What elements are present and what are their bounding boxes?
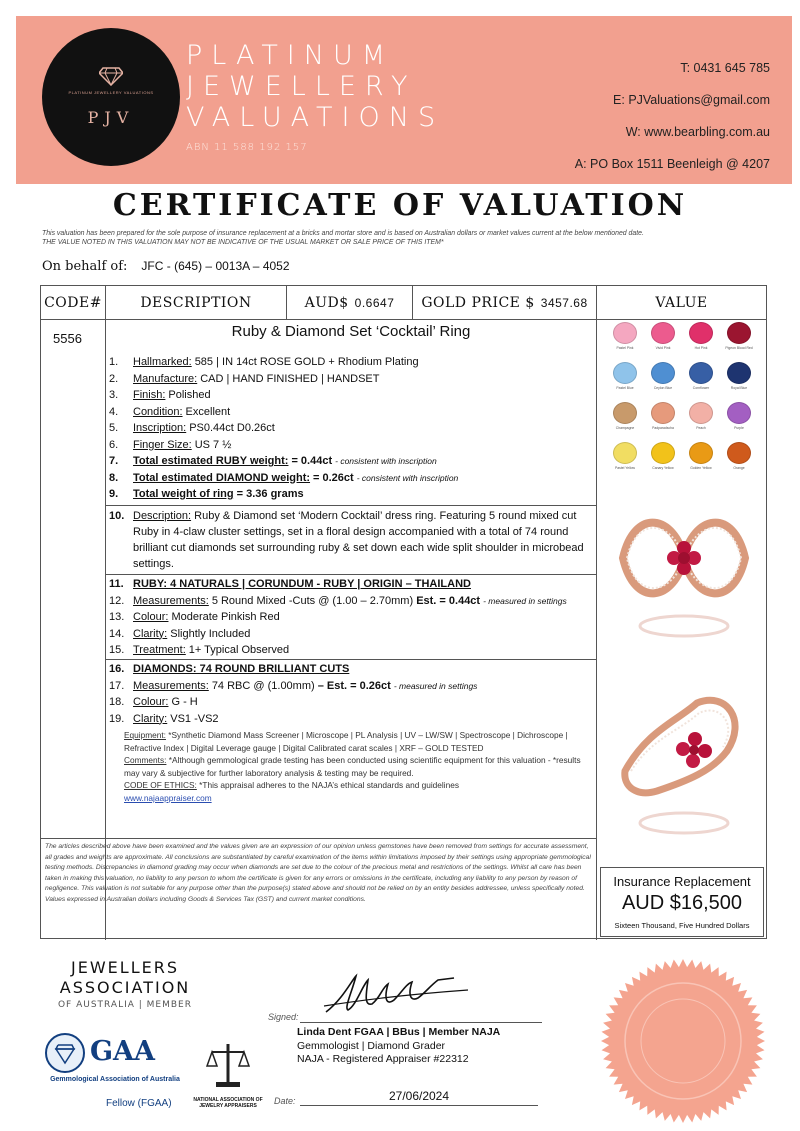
equipment-notes — [124, 729, 592, 805]
aud-header — [287, 286, 413, 319]
logo-monogram: PJV — [87, 108, 135, 127]
fellow-text: Fellow (FGAA) — [106, 1098, 172, 1109]
jaa-line: ASSOCIATION — [59, 978, 191, 997]
gem-dot — [651, 402, 675, 424]
detail-list — [109, 354, 458, 503]
list-item: 5. Inscription: PS0.44ct D0.26ct — [109, 422, 275, 434]
gem-dot — [651, 362, 675, 384]
table-header-row — [41, 286, 766, 320]
equipment-label: Equipment: — [124, 730, 166, 740]
gold-label: GOLD PRICE $ — [421, 294, 535, 311]
logo-text: PLATINUM JEWELLERY VALUATIONS — [68, 90, 154, 95]
gem-dot — [727, 322, 751, 344]
ring-side-photo — [617, 691, 751, 841]
naja-link[interactable]: www.najaappraiser.com — [124, 792, 212, 803]
brand-line: PLATINUM — [186, 40, 395, 71]
gem-dot — [689, 442, 713, 464]
gem-swatch: Canary Yellow — [644, 442, 682, 482]
list-item: 9. Total weight of ring = 3.36 grams — [109, 488, 304, 500]
gem-dot — [613, 442, 637, 464]
list-item: 3. Finish: Polished — [109, 389, 211, 401]
value-header: VALUE — [655, 294, 708, 311]
signer-role: Gemmologist | Diamond Grader — [297, 1039, 446, 1052]
description-header: DESCRIPTION — [106, 286, 287, 319]
description-line: Ruby in 4-claw cluster settings, set in a floral design accompanied with a total of 74 round — [133, 526, 569, 538]
notice-line: THE VALUE NOTED IN THIS VALUATION MAY NOT BE INDICATIVE OF THE USUAL MARKET OR SALE PRICE OF THIS ITEM* — [42, 239, 444, 246]
list-item: 2. Manufacture: CAD | HAND FINISHED | HANDSET — [109, 372, 380, 385]
date-label: Date: — [274, 1096, 296, 1106]
list-item: 14. Clarity: Slightly Included — [109, 627, 251, 640]
gem-swatch: Padparadscha — [644, 402, 682, 442]
gaa-text: GAA — [90, 1036, 155, 1067]
gold-value: 3457.68 — [540, 295, 588, 310]
code-header: CODE# — [41, 286, 106, 319]
list-item: 1. Hallmarked: 585 | IN 14ct ROSE GOLD + Rhodium Plating — [109, 356, 419, 368]
diamond-icon — [99, 66, 123, 86]
gem-dot — [727, 442, 751, 464]
list-item: 15. Treatment: 1+ Typical Observed — [109, 644, 290, 656]
naja-logo — [188, 1040, 268, 1109]
valuation-date: 27/06/2024 — [388, 1089, 450, 1103]
insurance-amount-words: Sixteen Thousand, Five Hundred Dollars — [614, 921, 750, 930]
equipment-text: *Synthetic Diamond Mass Screener | Microscope | PL Analysis | UV – LW/SW | Spectroscope | Dichroscope | Refractive Index | Digital Leverage gauge | Digital Calibrated carat scales | XRF – GOLD TESTED — [124, 730, 568, 753]
section-divider — [41, 838, 597, 839]
gem-dot — [651, 322, 675, 344]
list-item: 4. Condition: Excellent — [109, 405, 231, 418]
valuation-table — [40, 285, 767, 939]
on-behalf-of — [42, 259, 290, 274]
website-text: W: www.bearbling.com.au — [625, 125, 770, 139]
document-title: CERTIFICATE OF VALUATION — [112, 188, 688, 223]
list-item: 12. Measurements: 5 Round Mixed -Cuts @ (1.00 – 2.70mm) Est. = 0.44ct - measured in settings — [109, 594, 567, 607]
aud-value: 0.6647 — [354, 295, 395, 310]
gem-dot — [689, 322, 713, 344]
gem-dot — [689, 402, 713, 424]
jaa-member-logo — [50, 958, 200, 1010]
gem-swatch: Hot Pink — [682, 322, 720, 362]
gem-swatch: Cornflower — [682, 362, 720, 402]
phone-text: T: 0431 645 785 — [680, 61, 770, 75]
brand-name — [186, 40, 444, 155]
comments-text: *Although gemmological grade testing has been conducted using scientific equipment for this valuation - *results may vary & subjective for further laboratory analysis & testing may be required. — [124, 755, 581, 778]
gem-swatch: Ceylon Blue — [644, 362, 682, 402]
section-divider — [106, 505, 596, 506]
brand-line: VALUATIONS — [186, 102, 445, 133]
jaa-line: OF AUSTRALIA | MEMBER — [57, 1000, 193, 1010]
ruby-list — [109, 576, 567, 659]
gem-swatch: Royal Blue — [720, 362, 758, 402]
list-item: 19. Clarity: VS1 -VS2 — [109, 712, 219, 725]
gem-dot — [689, 362, 713, 384]
abn-number: ABN 11 588 192 157 — [186, 142, 308, 153]
jaa-line: JEWELLERS — [71, 958, 179, 977]
signed-label: Signed: — [268, 1012, 299, 1022]
item-title: Ruby & Diamond Set ‘Cocktail’ Ring — [231, 323, 471, 340]
description-line: settings. — [133, 558, 174, 570]
letterhead-banner — [16, 16, 792, 184]
diamond-list — [109, 661, 477, 727]
description-section — [109, 508, 593, 572]
gem-swatch: Pastel Yellow — [606, 442, 644, 482]
list-item: 7. Total estimated RUBY weight: = 0.44ct - consistent with inscription — [109, 455, 437, 467]
gem-swatch: Pigeon Blood Red — [720, 322, 758, 362]
gem-swatch: Orange — [720, 442, 758, 482]
section-divider — [106, 659, 596, 660]
behalf-reference: JFC - (645) – 0013A – 4052 — [141, 259, 290, 273]
valuation-notice — [42, 229, 772, 247]
list-item: 16. DIAMONDS: 74 ROUND BRILLIANT CUTS — [109, 663, 350, 675]
gem-dot — [613, 402, 637, 424]
gem-dot — [613, 362, 637, 384]
gem-dot — [727, 402, 751, 424]
gem-swatch: Champagne — [606, 402, 644, 442]
gem-swatch: Pastel Blue — [606, 362, 644, 402]
description-label: Description: — [133, 510, 192, 522]
naja-text: NATIONAL ASSOCIATION OF JEWELRY APPRAISERS — [193, 1097, 263, 1109]
address-text: A: PO Box 1511 Beenleigh @ 4207 — [574, 157, 770, 171]
pjv-logo — [42, 28, 180, 166]
signature-line — [300, 1022, 542, 1023]
description-text — [133, 508, 584, 572]
date-line — [300, 1105, 538, 1106]
list-item: 11. RUBY: 4 NATURALS | CORUNDUM - RUBY | ORIGIN – THAILAND — [109, 578, 471, 590]
behalf-label: On behalf of: — [42, 259, 128, 274]
disclaimer-text: The articles described above have been examined and the values given are an expression of our opinion unless gemstones have been removed from settings for accurate assessment, all grades and weights are approximate. All conclusions are substantiated by careful examination of the items within limitations imposed by their settings using appropriate gemmological testing methods. Discrepancies in diamond grading may occur when diamonds are set due to the colour of the precious metal and restrictions of the settings. Whilst all care has been taken in making this valuation, no liability to any person to whom the certificate is given for any errors or omissions in the certificate, including any liability to any person by reason of negligence. This valuation is not suitable for any purpose other than the purpose(s) stated above and should not be relied on by an entity besides addressee, unless specifically noted. Values expressed in Australian dollars including Goods & Services Tax (GST) and current market conditions. — [45, 843, 591, 903]
item-code: 5556 — [53, 331, 82, 346]
list-item: 13. Colour: Moderate Pinkish Red — [109, 611, 280, 623]
ethics-label: CODE OF ETHICS: — [124, 780, 197, 791]
gem-swatch: Golden Yellow — [682, 442, 720, 482]
column-divider — [596, 320, 597, 940]
contact-details — [575, 52, 770, 180]
insurance-amount: AUD $16,500 — [621, 892, 743, 914]
gem-dot — [613, 322, 637, 344]
ethics-text: *This appraisal adheres to the NAJA’s ethical standards and guidelines — [199, 780, 459, 791]
scales-of-justice-icon — [206, 1040, 250, 1090]
section-divider — [106, 574, 596, 575]
list-item: 17. Measurements: 74 RBC @ (1.00mm) – Est. = 0.26ct - measured in settings — [109, 679, 478, 692]
gem-swatch: Purple — [720, 402, 758, 442]
ring-front-photo — [617, 496, 751, 646]
signer-name: Linda Dent FGAA | BBus | Member NAJA — [297, 1026, 501, 1038]
gaa-subtitle: Gemmological Association of Australia — [50, 1076, 180, 1083]
gem-dot — [651, 442, 675, 464]
signer-registration: NAJA - Registered Appraiser #22312 — [297, 1053, 469, 1065]
gem-swatch: Vivid Pink — [644, 322, 682, 362]
list-number: 10. — [109, 510, 125, 522]
list-item: 6. Finger Size: US 7 ½ — [109, 438, 232, 451]
gold-price-header — [413, 286, 597, 319]
gem-swatch: Pastel Pink — [606, 322, 644, 362]
gem-dot — [727, 362, 751, 384]
embossed-seal — [599, 957, 767, 1125]
description-line: Ruby & Diamond set ‘Modern Cocktail’ dress ring. Featuring 5 round mixed cut — [194, 510, 577, 522]
gaa-emblem-icon — [44, 1032, 86, 1074]
comments-label: Comments: — [124, 755, 167, 766]
brand-line: JEWELLERY — [186, 71, 417, 102]
description-line: brilliant cut diamonds set surrounding ruby & set down each wide split shoulder in microbead — [133, 542, 584, 554]
insurance-title: Insurance Replacement — [613, 874, 751, 889]
list-item: 18. Colour: G - H — [109, 696, 198, 708]
signer-details — [297, 1026, 500, 1067]
notice-line: This valuation has been prepared for the sole purpose of insurance replacement at a bricks and mortar store and is based on Australian dollars or market values current at the below mentioned date. — [42, 230, 644, 237]
handwritten-signature — [322, 970, 472, 1020]
list-item: 8. Total estimated DIAMOND weight: = 0.26ct - consistent with inscription — [109, 471, 459, 484]
insurance-replacement-box — [600, 867, 764, 937]
email-text: E: PJValuations@gmail.com — [613, 93, 770, 107]
gem-swatch: Peach — [682, 402, 720, 442]
aud-label: AUD$ — [304, 294, 349, 311]
